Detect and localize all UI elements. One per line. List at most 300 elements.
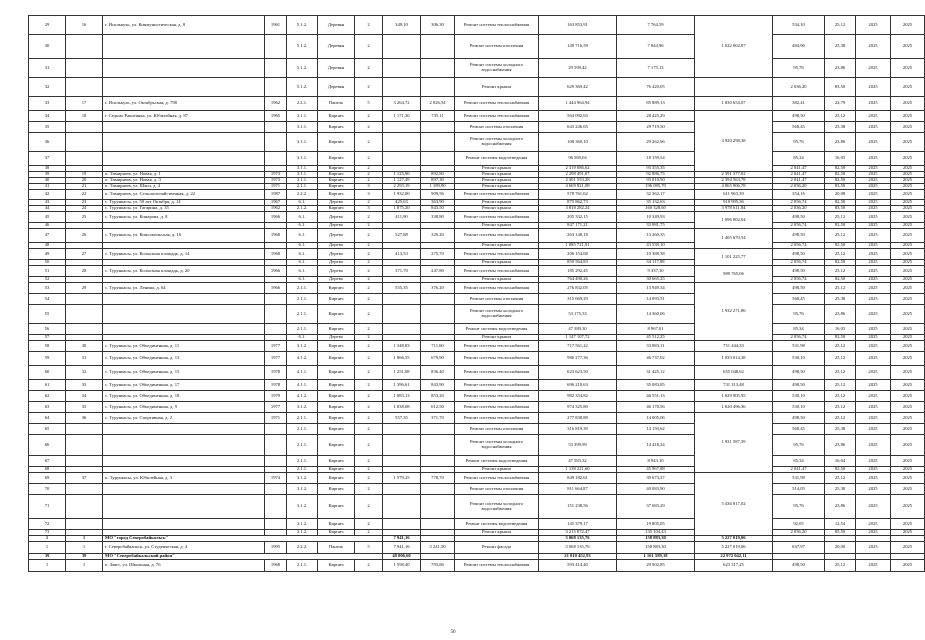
living-area-cell <box>421 305 455 324</box>
series-cell: 5.1.2. <box>287 35 318 59</box>
work-cost-cell: 53 175,53 <box>539 305 617 324</box>
start-year-cell: 2025 <box>856 366 891 380</box>
work-cost-cell: 205 332,15 <box>539 212 617 223</box>
end-year-cell: 2025 <box>891 249 925 260</box>
work-cost-cell: 2 298 491,07 <box>539 172 617 178</box>
unit-control-cell: 82,50 <box>825 223 856 229</box>
wall-material-cell: Кирпич <box>318 519 355 530</box>
start-year-cell: 2025 <box>856 495 891 519</box>
end-year-cell: 2025 <box>891 283 925 294</box>
floors-cell: 2 <box>355 122 383 133</box>
wall-material-cell: Кирпич <box>318 324 355 335</box>
table-row <box>29 473 925 484</box>
floors-cell: 2 <box>355 178 383 184</box>
house-number: 19 <box>66 172 103 178</box>
address-cell <box>103 294 265 305</box>
wall-material-cell: Кирпич <box>318 530 355 536</box>
house-number: 36 <box>66 413 103 424</box>
unit-cost-cell: 498,50 <box>773 560 825 572</box>
control-cost-cell: 10 349,93 <box>617 212 695 223</box>
control-cost-cell: 7 764,59 <box>617 16 695 35</box>
year-cell <box>265 122 287 133</box>
series-cell: 6.1. <box>287 266 318 277</box>
living-area-cell: 306,30 <box>421 16 455 35</box>
unit-cost-cell: 498,50 <box>773 266 825 277</box>
row-number: 51 <box>29 266 66 277</box>
work-type-cell: Ремонт системы теплоснабжения <box>455 560 539 572</box>
year-cell: 1968 <box>265 560 287 572</box>
total-area-cell: 1 932,00 <box>383 190 421 200</box>
house-number: 27 <box>66 249 103 260</box>
year-cell: 1978 <box>265 380 287 391</box>
work-type-cell: Ремонт крыши <box>455 530 539 536</box>
address-cell: п. Тимирязев, ул. Новая, д. 3 <box>103 178 265 184</box>
control-cost-cell: 10 388,38 <box>617 249 695 260</box>
unit-control-cell: 85,50 <box>825 530 856 536</box>
start-year-cell: 2025 <box>856 294 891 305</box>
end-year-cell: 2025 <box>891 206 925 212</box>
end-year-cell: 2025 <box>891 212 925 223</box>
total-area-cell: 425,63 <box>383 200 421 206</box>
unit-cost-cell: 95,76 <box>773 435 825 456</box>
start-year-cell: 2025 <box>856 467 891 473</box>
wall-material-cell: Кирпич <box>318 341 355 352</box>
year-cell <box>265 484 287 495</box>
floors-cell: 2 <box>355 413 383 424</box>
start-year-cell: 2025 <box>856 560 891 572</box>
total-area-cell: 1 866,55 <box>383 352 421 366</box>
house-number: 39 <box>66 554 103 560</box>
address-cell: с. Турункасы, ул. Комарова, д. 8 <box>103 212 265 223</box>
house-number <box>66 424 103 435</box>
unit-control-cell: 22,79 <box>825 97 856 111</box>
control-cost-cell: 7 844,96 <box>617 35 695 59</box>
work-type-cell: Ремонт крыши <box>455 206 539 212</box>
work-cost-cell: 277 838,88 <box>539 413 617 424</box>
floors-cell: 2 <box>355 560 383 572</box>
series-cell: 3.1.2. <box>287 484 318 495</box>
end-year-cell: 2025 <box>891 380 925 391</box>
table-row <box>29 294 925 305</box>
control-cost-cell: 30 665,25 <box>617 277 695 283</box>
wall-material-cell: Кирпич <box>318 172 355 178</box>
house-number <box>66 35 103 59</box>
address-cell <box>103 435 265 456</box>
control-cost-cell: 8 967,01 <box>617 324 695 335</box>
control-cost-cell: 93 010,50 <box>617 178 695 184</box>
wall-material-cell: Кирпич <box>318 152 355 166</box>
control-cost-cell: 46 551,13 <box>617 391 695 402</box>
work-cost-cell: 206 154,68 <box>539 249 617 260</box>
floors-cell: 3 <box>355 184 383 190</box>
house-number: 17 <box>66 97 103 111</box>
control-cost-cell: 158 883,30 <box>617 542 695 554</box>
house-number: 16 <box>66 16 103 35</box>
house-number <box>66 324 103 335</box>
house-number: 34 <box>66 391 103 402</box>
total-area-cell: 1 396,61 <box>383 380 421 391</box>
year-cell <box>265 35 287 59</box>
start-year-cell: 2025 <box>856 212 891 223</box>
control-cost-cell: 39 673,27 <box>617 473 695 484</box>
unit-cost-cell: 354,16 <box>773 190 825 200</box>
work-cost-cell: 578 761,62 <box>539 190 617 200</box>
unit-cost-cell: 92,05 <box>773 519 825 530</box>
work-cost-cell: 1 444 964,94 <box>539 97 617 111</box>
unit-cost-cell: 2 056,74 <box>773 223 825 229</box>
series-cell: 6.1. <box>287 249 318 260</box>
house-number <box>66 122 103 133</box>
row-number: 56 <box>29 324 66 335</box>
wall-material-cell: Кирпич <box>318 111 355 122</box>
unit-cost-cell: 531,98 <box>773 473 825 484</box>
table-row <box>29 380 925 391</box>
work-cost-cell: 623 623,50 <box>539 366 617 380</box>
unit-control-cell: 25,38 <box>825 424 856 435</box>
address-cell <box>103 495 265 519</box>
house-number <box>66 435 103 456</box>
year-cell: 1962 <box>265 206 287 212</box>
address-cell: г. Седьмо Ракитянка, ул. Юбилейная, д. 87 <box>103 111 265 122</box>
address-cell <box>103 133 265 152</box>
work-type-cell: Ремонт крыши <box>455 260 539 266</box>
unit-cost-cell: 498,50 <box>773 413 825 424</box>
wall-material-cell: Кирпич <box>318 166 355 172</box>
year-cell <box>265 152 287 166</box>
work-type-cell: Ремонт крыши <box>455 277 539 283</box>
address-cell <box>103 424 265 435</box>
work-type-cell: Ремонт системы водоотведения <box>455 324 539 335</box>
work-cost-cell: 875 862,73 <box>539 200 617 206</box>
living-area-cell: 778,70 <box>421 473 455 484</box>
total-area-cell: 1 598,40 <box>383 560 421 572</box>
table-row <box>29 229 925 243</box>
work-cost-cell: 263 148,18 <box>539 229 617 243</box>
wall-material-cell: Дерево <box>318 249 355 260</box>
work-cost-cell: 5 068 135,76 <box>539 542 617 554</box>
wall-material-cell: Кирпич <box>318 435 355 456</box>
series-cell: 3.1.2. <box>287 341 318 352</box>
total-area-cell: 7 941,16 <box>383 542 421 554</box>
table-row <box>29 519 925 530</box>
year-cell: 1977 <box>265 402 287 413</box>
row-number: 41 <box>29 184 66 190</box>
wall-material-cell: Кирпич <box>318 467 355 473</box>
living-area-cell: 363,90 <box>421 200 455 206</box>
start-year-cell: 2025 <box>856 35 891 59</box>
unit-cost-cell: 498,50 <box>773 111 825 122</box>
address-cell <box>103 305 265 324</box>
living-area-cell <box>421 122 455 133</box>
unit-control-cell: 82,50 <box>825 467 856 473</box>
control-cost-cell: 14 418,24 <box>617 435 695 456</box>
year-cell <box>265 59 287 78</box>
work-type-cell: Ремонт системы теплоснабжения <box>455 190 539 200</box>
work-type-cell: Ремонт системы отопления <box>455 122 539 133</box>
floors-cell: 2 <box>355 402 383 413</box>
start-year-cell: 2025 <box>856 283 891 294</box>
work-type-cell: Ремонт крыши <box>455 467 539 473</box>
start-year-cell: 2025 <box>856 59 891 78</box>
total-cost-cell: 3 920 298,38 <box>695 111 773 172</box>
work-cost-cell: 982 354,82 <box>539 391 617 402</box>
year-cell: 1966 <box>265 283 287 294</box>
living-area-cell: 612,50 <box>421 402 455 413</box>
work-cost-cell: 185 292,45 <box>539 266 617 277</box>
address-cell: г. Северобайкальск, ул. Студенческая, д. 4 <box>103 542 265 554</box>
series-cell: 5.1.2. <box>287 16 318 35</box>
start-year-cell: 2025 <box>856 260 891 266</box>
start-year-cell: 2025 <box>856 229 891 243</box>
wall-material-cell: Деревян <box>318 35 355 59</box>
work-cost-cell: 974 325,80 <box>539 402 617 413</box>
control-cost-cell: 45 512,25 <box>617 335 695 341</box>
floors-cell: 5 <box>355 542 383 554</box>
control-cost-cell: 32 362,17 <box>617 190 695 200</box>
floors-cell: 2 <box>355 352 383 366</box>
table-row <box>29 122 925 133</box>
total-cost-cell <box>695 78 773 97</box>
living-area-cell <box>421 495 455 519</box>
unit-control-cell: 25,12 <box>825 249 856 260</box>
start-year-cell: 2025 <box>856 473 891 484</box>
year-cell: 1961 <box>265 16 287 35</box>
control-cost-cell: 76 420,05 <box>617 78 695 97</box>
living-area-cell: 5 241,50 <box>421 542 455 554</box>
end-year-cell: 2025 <box>891 435 925 456</box>
unit-cost-cell: 534,10 <box>773 16 825 35</box>
floors-cell: 2 <box>355 172 383 178</box>
control-cost-cell: 158 883,30 <box>617 536 695 542</box>
series-cell: 6.1. <box>287 277 318 283</box>
year-cell <box>265 495 287 519</box>
unit-cost-cell: 2 036,20 <box>773 206 825 212</box>
unit-control-cell: 83,50 <box>825 78 856 97</box>
table-row <box>29 560 925 572</box>
year-cell: 1966 <box>265 266 287 277</box>
end-year-cell: 2025 <box>891 152 925 166</box>
control-cost-cell: 13 949,34 <box>617 283 695 294</box>
end-year-cell: 2025 <box>891 467 925 473</box>
wall-material-cell: Кирпич <box>318 184 355 190</box>
living-area-cell: 843,50 <box>421 206 455 212</box>
unit-control-cell: 23,86 <box>825 59 856 78</box>
unit-control-cell: 82,50 <box>825 178 856 184</box>
row-number: 53 <box>29 283 66 294</box>
table-row <box>29 266 925 277</box>
total-cost-cell: 1 931 587,39 <box>695 413 773 473</box>
control-cost-cell: 1 161 589,18 <box>617 554 695 560</box>
control-cost-cell: 19 805,05 <box>617 519 695 530</box>
end-year-cell: 2025 <box>891 413 925 424</box>
unit-control-cell: 25,38 <box>825 294 856 305</box>
total-area-cell: 3 264,72 <box>383 97 421 111</box>
unit-cost-cell: 530,10 <box>773 402 825 413</box>
end-year-cell: 2025 <box>891 473 925 484</box>
total-area-cell: 1 883,13 <box>383 391 421 402</box>
control-cost-cell: 33 981,75 <box>617 223 695 229</box>
series-cell: 3.1.1. <box>287 152 318 166</box>
work-cost-cell: 717 561,22 <box>539 341 617 352</box>
end-year-cell: 2025 <box>891 341 925 352</box>
address-cell <box>103 519 265 530</box>
table-row <box>29 352 925 366</box>
work-type-cell: Ремонт системы теплоснабжения <box>455 111 539 122</box>
living-area-cell: 371,70 <box>421 413 455 424</box>
unit-control-cell: 23,86 <box>825 133 856 152</box>
work-type-cell: Ремонт системы теплоснабжения <box>455 366 539 380</box>
total-area-cell: 48 006,60 <box>383 554 421 560</box>
table-row <box>29 111 925 122</box>
unit-cost-cell: 568,45 <box>773 424 825 435</box>
work-type-cell: Ремонт крыши <box>455 78 539 97</box>
table-row <box>29 391 925 402</box>
total-area-cell <box>383 305 421 324</box>
series-cell: 3.1.2. <box>287 473 318 484</box>
start-year-cell: 2025 <box>856 413 891 424</box>
work-cost-cell: 986 277,36 <box>539 352 617 366</box>
wall-material-cell: Кирпич <box>318 424 355 435</box>
wall-material-cell: Кирпич <box>318 495 355 519</box>
end-year-cell: 2025 <box>891 456 925 467</box>
address-cell: с. Турункасы, ул. Комсомольская, д. 16 <box>103 229 265 243</box>
living-area-cell <box>421 519 455 530</box>
end-year-cell: 2025 <box>891 178 925 184</box>
table-row <box>29 152 925 166</box>
start-year-cell: 2025 <box>856 542 891 554</box>
row-number: 37 <box>29 152 66 166</box>
unit-control-cell: 16,03 <box>825 324 856 335</box>
series-cell: 2.2.2. <box>287 542 318 554</box>
end-year-cell: 2025 <box>891 424 925 435</box>
work-cost-cell: 643 246,65 <box>539 122 617 133</box>
row-number: 47 <box>29 229 66 243</box>
row-number: 45 <box>29 212 66 223</box>
floors-cell: 2 <box>355 435 383 456</box>
start-year-cell: 2025 <box>856 305 891 324</box>
total-area-cell: 1 348,83 <box>383 341 421 352</box>
end-year-cell: 2025 <box>891 352 925 366</box>
work-cost-cell: 850 564,83 <box>539 260 617 266</box>
row-number: 31 <box>29 59 66 78</box>
year-cell <box>265 294 287 305</box>
work-cost-cell: 145 379,17 <box>539 519 617 530</box>
row-number: 48 <box>29 243 66 249</box>
control-cost-cell: 43 539,10 <box>617 243 695 249</box>
wall-material-cell: Кирпич <box>318 413 355 424</box>
work-cost-cell: 29 599,42 <box>539 59 617 78</box>
end-year-cell: 2025 <box>891 484 925 495</box>
total-cost-cell: 611 963,39 <box>695 190 773 200</box>
living-area-cell: 338,80 <box>421 212 455 223</box>
end-year-cell: 2025 <box>891 229 925 243</box>
row-number: 60 <box>29 366 66 380</box>
house-number: 32 <box>66 366 103 380</box>
series-cell: 2.1.1. <box>287 294 318 305</box>
total-cost-cell: 623 317,25 <box>695 560 773 572</box>
year-cell: 1977 <box>265 352 287 366</box>
total-cost-cell: 1 029 905,95 <box>695 391 773 402</box>
floors-cell: 2 <box>355 243 383 249</box>
control-cost-cell: 160 328,60 <box>617 206 695 212</box>
work-type-cell: Ремонт системы теплоснабжения <box>455 266 539 277</box>
unit-control-cell: 25,38 <box>825 484 856 495</box>
work-type-cell: Ремонт системы теплоснабжения <box>455 352 539 366</box>
unit-control-cell: 25,12 <box>825 283 856 294</box>
work-type-cell: Ремонт системы теплоснабжения <box>455 380 539 391</box>
row-number: 72 <box>29 519 66 530</box>
address-cell: с. Турункасы, ул. Объединенная, д. 13 <box>103 352 265 366</box>
unit-cost-cell: 95,76 <box>773 133 825 152</box>
series-cell: 2.1.1. <box>287 184 318 190</box>
control-cost-cell: 18 159,54 <box>617 152 695 166</box>
wall-material-cell: Дерево <box>318 229 355 243</box>
unit-cost-cell: 498,50 <box>773 380 825 391</box>
row-number: 1 <box>29 542 66 554</box>
address-cell: МО "город Северобайкальск" <box>103 536 383 542</box>
living-area-cell: 2 826,54 <box>421 97 455 111</box>
unit-control-cell: 82,50 <box>825 166 856 172</box>
living-area-cell <box>421 294 455 305</box>
total-area-cell: 2 293,19 <box>383 184 421 190</box>
total-cost-cell: 22 972 042,11 <box>695 554 773 560</box>
row-number: 34 <box>29 111 66 122</box>
series-cell: 3.1.2. <box>287 402 318 413</box>
end-year-cell: 2025 <box>891 243 925 249</box>
row-number: 43 <box>29 200 66 206</box>
row-number: 62 <box>29 391 66 402</box>
wall-material-cell: Дерево <box>318 277 355 283</box>
work-cost-cell: 108 360,10 <box>539 133 617 152</box>
series-cell: 2.2.1. <box>287 97 318 111</box>
work-cost-cell: 21 810 452,93 <box>539 554 617 560</box>
end-year-cell: 2025 <box>891 35 925 59</box>
total-area-cell: 413,53 <box>383 249 421 260</box>
end-year-cell: 2025 <box>891 366 925 380</box>
unit-cost-cell: 85,34 <box>773 324 825 335</box>
total-cost-cell: 5 436 817,02 <box>695 473 773 536</box>
floors-cell: 5 <box>355 97 383 111</box>
row-number: 1 <box>29 536 66 542</box>
end-year-cell: 2025 <box>891 294 925 305</box>
work-cost-cell: 151 238,56 <box>539 495 617 519</box>
total-area-cell: 1 251,08 <box>383 366 421 380</box>
series-cell: 6.1. <box>287 223 318 229</box>
work-type-cell: Ремонт крыши <box>455 166 539 172</box>
unit-cost-cell: 514,05 <box>773 484 825 495</box>
unit-cost-cell: 498,50 <box>773 212 825 223</box>
living-area-cell: 836,40 <box>421 366 455 380</box>
unit-control-cell: 82,50 <box>825 172 856 178</box>
wall-material-cell: Кирпич <box>318 178 355 184</box>
house-number <box>66 456 103 467</box>
series-cell: 6.1. <box>287 212 318 223</box>
unit-control-cell: 82,50 <box>825 243 856 249</box>
series-cell: 3.1.2. <box>287 495 318 519</box>
work-cost-cell: 2 319 086,62 <box>539 166 617 172</box>
floors-cell: 2 <box>355 166 383 172</box>
table-row <box>29 35 925 59</box>
wall-material-cell: Кирпич <box>318 352 355 366</box>
living-area-cell <box>421 133 455 152</box>
total-area-cell: 411,90 <box>383 212 421 223</box>
unit-cost-cell: 498,50 <box>773 249 825 260</box>
unit-control-cell: 16,04 <box>825 456 856 467</box>
floors-cell: 2 <box>355 78 383 97</box>
control-cost-cell: 46 737,02 <box>617 352 695 366</box>
control-cost-cell: 40 083,90 <box>617 484 695 495</box>
unit-cost-cell: 498,50 <box>773 283 825 294</box>
